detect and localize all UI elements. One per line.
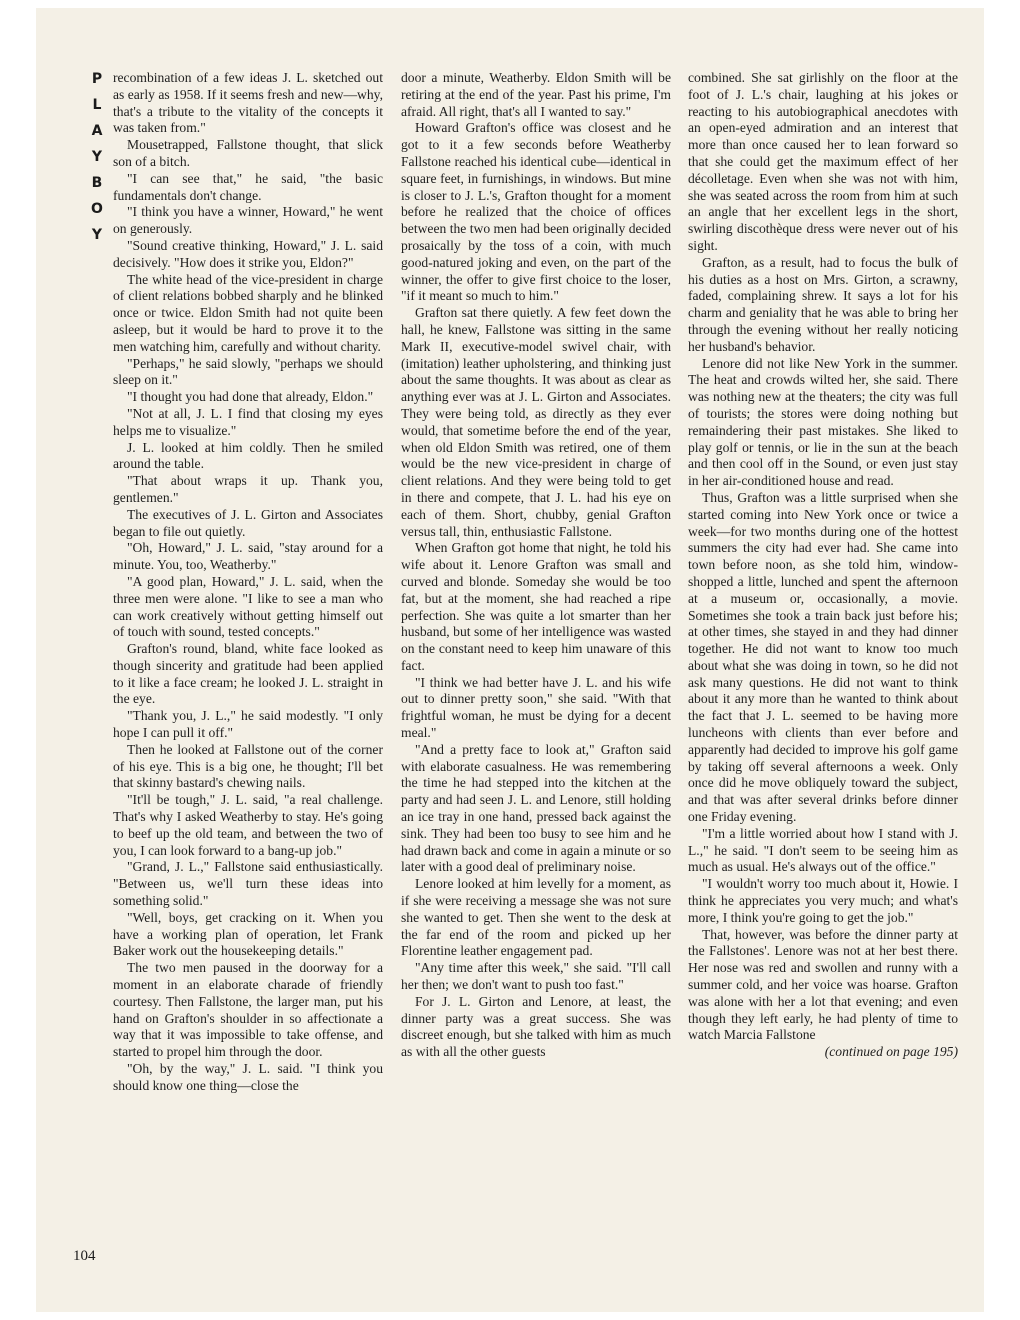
page-number: 104 — [73, 1248, 96, 1264]
paragraph: "A good plan, Howard," J. L. said, when the three men were alone. "I like to see a man who can work creatively without getting himself out of touch with sound, tested concepts." — [113, 573, 383, 640]
paragraph: Lenore did not like New York in the summer. The heat and crowds wilted her, she said. There was nothing new at the theaters; the city was full of tourists; the stores were doing nothing but remaindering their past mistakes. She liked to play golf or tennis, or lie in the sun at the beach and then cool off in the Sound, or even just stay in her air-conditioned house and read. — [688, 355, 958, 489]
paragraph: "Perhaps," he said slowly, "perhaps we should sleep on it." — [113, 355, 383, 388]
paragraph: The two men paused in the doorway for a moment in an elaborate charade of friendly courtesy. Then Fallstone, the larger man, put his hand on Grafton's shoulder in so affectionate a way that it was impossible to take offense, and started to propel him through the door. — [113, 960, 383, 1060]
paragraph: When Grafton got home that night, he told his wife about it. Lenore Grafton was small and curved and blonde. Someday she would be too fat, but at the moment, she had reached a ripe perfection. She was quite a lot smarter than her husband, but some of her intelligence was wasted on the constant need to keep him unaware of this fact. — [401, 540, 671, 673]
magazine-name-vertical — [84, 66, 110, 248]
paragraph: recombination of a few ideas J. L. sketched out as early as 1958. If it seems fresh and new—why, that's a tribute to the vitality of the concepts it was taken from." — [113, 70, 383, 136]
paragraph: "Oh, by the way," J. L. said. "I think you should know one thing—close the — [113, 1061, 383, 1093]
paragraph: "I'm a little worried about how I stand with J. L.," he said. "I don't seem to be seeing him as much as usual. He's always out of the office." — [688, 825, 958, 875]
spine-letter: Y — [91, 149, 103, 165]
paragraph: "Not at all, J. L. I find that closing my eyes helps me to visualize." — [113, 405, 383, 438]
paragraph: "I thought you had done that already, Eldon." — [127, 389, 374, 405]
paragraph: door a minute, Weatherby. Eldon Smith will be retiring at the end of the year. Past his prime, I'm afraid. All right, that's all I wanted to say." — [401, 70, 671, 119]
paragraph: "I wouldn't worry too much about it, Howie. I think he appreciates you very much; and what's more, I think you're going to get the job." — [688, 876, 958, 925]
text-column-1 — [113, 70, 383, 1280]
spine-letter: P — [91, 71, 103, 87]
paragraph: Grafton sat there quietly. A few feet down the hall, he knew, Fallstone was sitting in the same Mark II, executive-model swivel chair, with (imitation) leather upholstering, and thinking just about the same thoughts. It was about as clear as anything ever was at J. L. Girton and Associates. They were being told, as directly as they ever would, that sometime before the end of the year, when old Eldon Smith was retired, one of them would be the new vice-president in charge of client relations. And they were being told to get in there and compete, that J. L. had his eye on each of them. Short, chubby, genial Grafton versus tall, thin, enthusiastic Fallstone. — [401, 305, 671, 539]
paragraph: "Sound creative thinking, Howard," J. L. said decisively. "How does it strike you, Eldon?" — [113, 237, 383, 270]
spine-letter: Y — [91, 227, 103, 243]
paragraph: "Grand, J. L.," Fallstone said enthusiastically. "Between us, we'll turn these ideas into something solid." — [113, 859, 383, 909]
paragraph: "It'll be tough," J. L. said, "a real challenge. That's why I asked Weatherby to stay. He's going to beef up the old team, and between the two of you, I can look forward to a bang-up job." — [113, 792, 383, 858]
paragraph: Lenore looked at him levelly for a moment, as if she were receiving a message she was not sure she wanted to get. Then she went to the desk at the far end of the room and picked up her Florentine leather engagement pad. — [401, 876, 671, 959]
paragraph: J. L. looked at him coldly. Then he smiled around the table. — [113, 439, 383, 472]
paragraph: "I think you have a winner, Howard," he went on generously. — [113, 204, 383, 237]
paragraph: That, however, was before the dinner party at the Fallstones'. Lenore was not at her best there. Her nose was red and swollen and runny with a summer cold, and her voice was hoarse. Grafton was alone with her a lot that evening; and even though they left early, he had plenty of time to watch Marcia Fallstone — [688, 926, 958, 1043]
paragraph: combined. She sat girlishly on the floor at the foot of J. L.'s chair, laughing at his jokes or reacting to his autobiographical anecdotes with an open-eyed admiration and an interest that more than once caused her to lean forward so that she could get the maximum effect of her décolletage. Even when she was not with him, she was seated across the room from him at such an angle that her excellent legs in the short, swirling discothèque dress were never out of his sight. — [688, 70, 958, 253]
paragraph: Mousetrapped, Fallstone thought, that slick son of a bitch. — [113, 137, 383, 169]
paragraph: "And a pretty face to look at," Grafton said with elaborate casualness. He was remembering the time he had stepped into the kitchen at the party and had seen J. L. and Lenore, still holding an ice tray in one hand, pressed back against the sink. They had been too busy to see him and he had drawn back and come in again a minute or so later with a good deal of preliminary noise. — [401, 741, 671, 875]
text-column-3 — [688, 70, 958, 1280]
paragraph: "Oh, Howard," J. L. said, "stay around for a minute. You, too, Weatherby." — [113, 540, 383, 573]
paragraph: Grafton's round, bland, white face looked as though sincerity and gratitude had been applied to it like a face cream; he looked J. L. straight in the eye. — [113, 641, 383, 707]
paragraph: Howard Grafton's office was closest and he got to it a few seconds before Weatherby Fallstone reached his identical cube—identical in square feet, in furnishings, in windows. But mine is closer to J. L.'s, Grafton thought for a moment before he realized that the choice of offices between the two men had been originally decided prosaically by the toss of a coin, with much good-natured joking and even, on the part of the winner, the offer to give first choice to the loser, "if it meant so much to him." — [401, 120, 671, 304]
paragraph: "Thank you, J. L.," he said modestly. "I only hope I can pull it off." — [113, 708, 383, 741]
spine-letter: O — [91, 201, 103, 217]
spine-letter: L — [92, 97, 102, 113]
continuation-note: (continued on page 195) — [824, 1044, 958, 1060]
paragraph: The executives of J. L. Girton and Associates began to file out quietly. — [113, 506, 383, 539]
paragraph: "I can see that," he said, "the basic fundamentals don't change. — [113, 170, 383, 203]
paragraph: The white head of the vice-president in charge of client relations bobbed sharply and he blinked once or twice. Eldon Smith had not quite been asleep, but it would be hard to prove it to the men watching him, carefully and without charity. — [113, 271, 383, 354]
paragraph: For J. L. Girton and Lenore, at least, the dinner party was a great success. She was discreet enough, but she talked with him as much as with all the other guests — [401, 993, 671, 1060]
paragraph: Then he looked at Fallstone out of the corner of his eye. This is a big one, he thought; I'll bet that skinny bastard's chewing nails. — [113, 741, 383, 791]
text-column-2 — [401, 70, 671, 1280]
paragraph: Grafton, as a result, had to focus the bulk of his duties as a host on Mrs. Girton, a scrawny, faded, complaining shrew. It says a lot for his charm and geniality that he was able to bring her through the evening without her really noticing her husband's behavior. — [688, 254, 958, 354]
paragraph: "Any time after this week," she said. "I'll call her then; we don't want to push too fast." — [401, 960, 671, 993]
spine-letter: B — [91, 175, 103, 191]
paragraph: Thus, Grafton was a little surprised when she started coming into New York once or twice a week—for two months during one of the hottest summers the city had ever had. She came into town before noon, as she told him, window-shopped a little, lunched and spent the afternoon at a museum or, occasionally, a movie. Sometimes she took a train back just before his; at other times, she stayed in and they had dinner together. He did not want to know too much about what she was doing in town, so he did not ask many questions. He did not want to think about it any more than he wanted to think about the fact that J. L. seemed to be having more luncheons with clients than ever before and apparently had decided to improve his golf game by taking off several afternoons a week. Only once did he move obliquely toward the subject, and that was after several drinks before dinner one Friday evening. — [688, 489, 958, 825]
magazine-page — [36, 8, 984, 1312]
spine-letter: A — [91, 123, 103, 139]
paragraph: "That about wraps it up. Thank you, gentlemen." — [113, 473, 383, 505]
paragraph: "I think we had better have J. L. and his wife out to dinner pretty soon," she said. "With that frightful woman, he must be dying for a decent meal." — [401, 674, 671, 741]
paragraph: "Well, boys, get cracking on it. When you have a working plan of operation, let Frank Baker work out the housekeeping details." — [113, 909, 383, 959]
